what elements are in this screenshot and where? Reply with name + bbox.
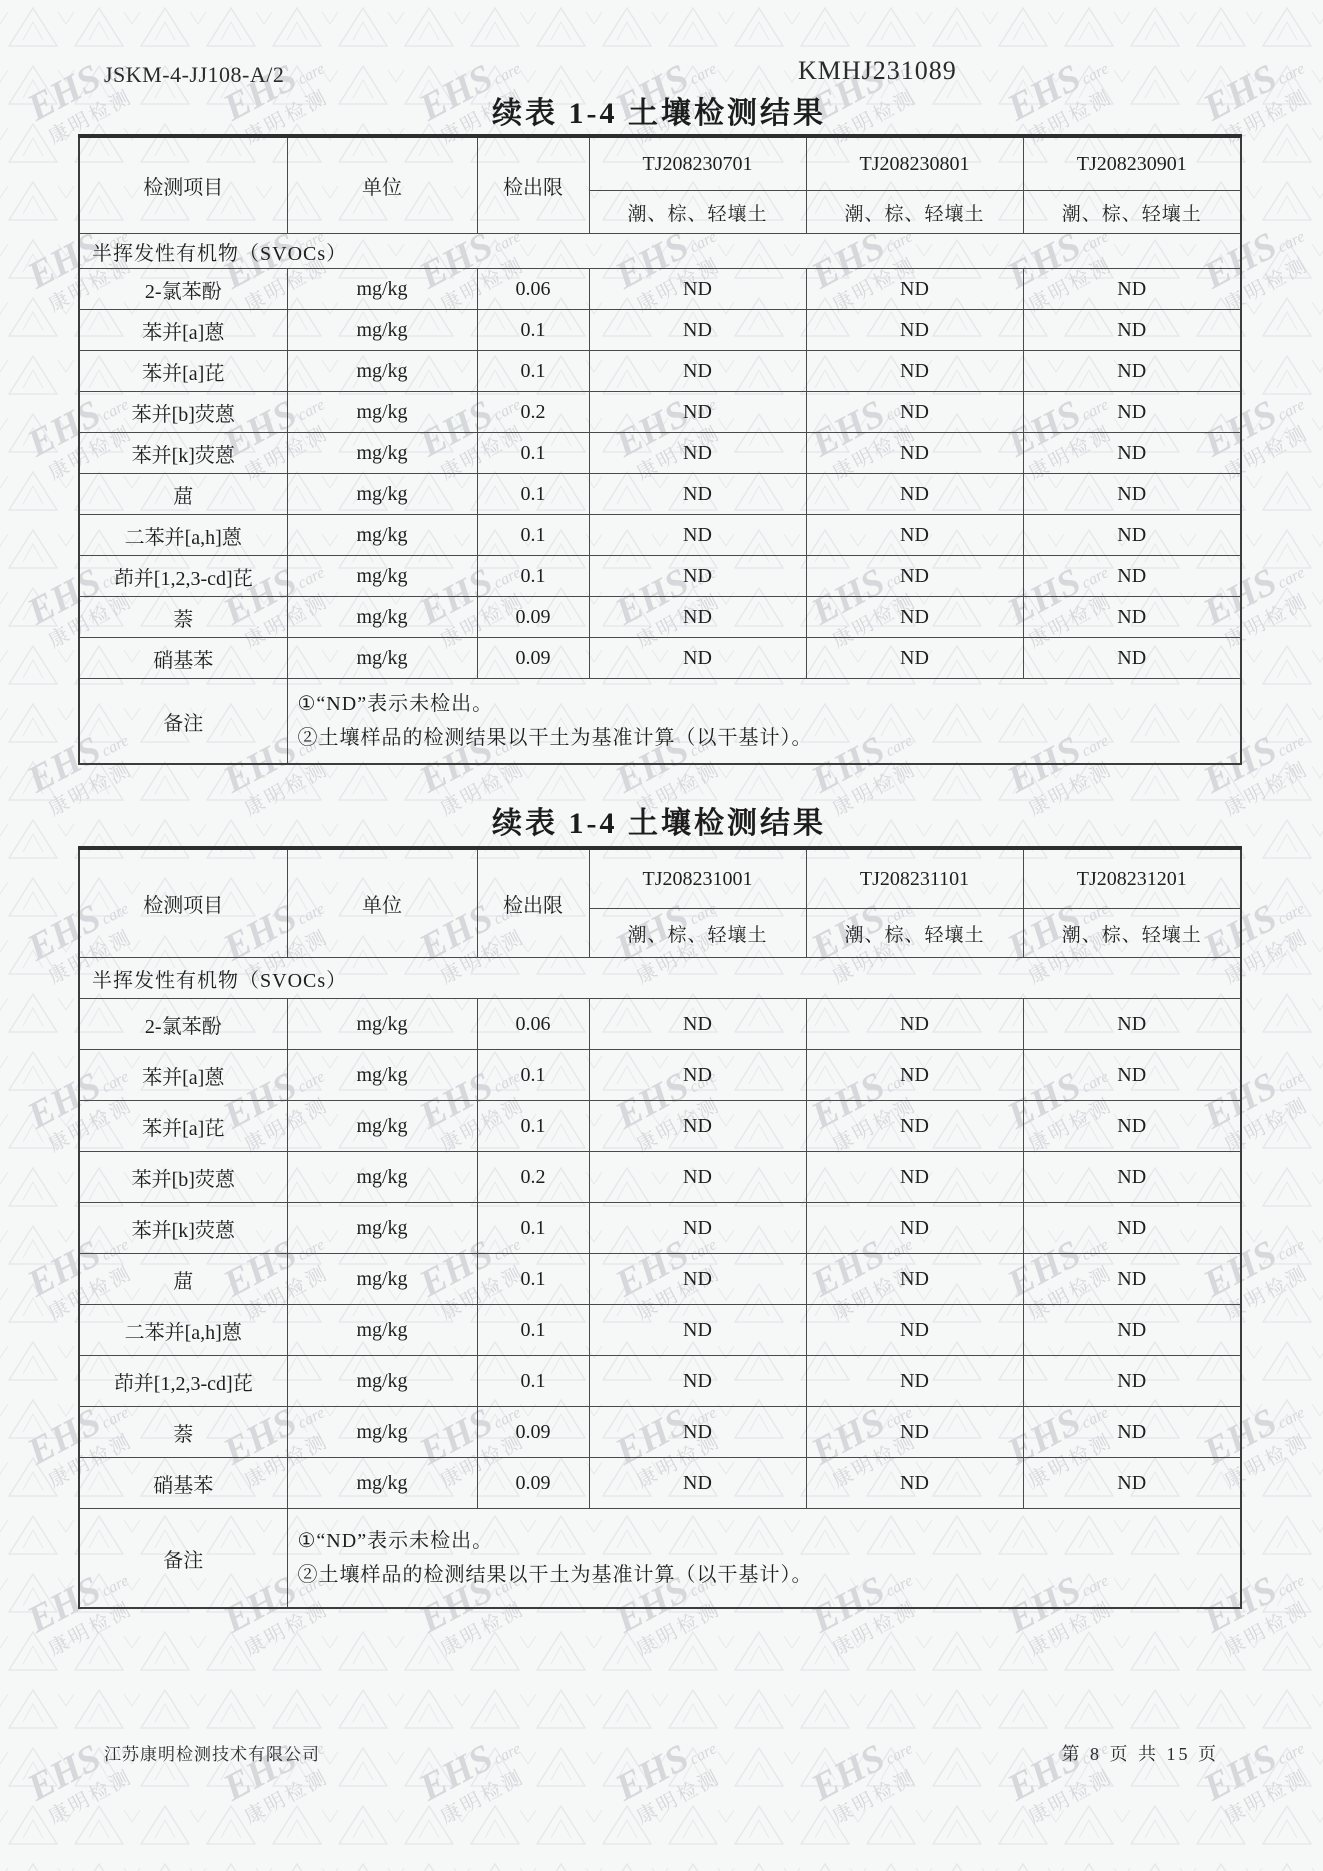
value-cell: ND [589, 1305, 806, 1356]
col-header-limit: 检出限 [477, 848, 589, 958]
value-cell: ND [806, 392, 1023, 433]
value-cell: ND [589, 556, 806, 597]
value-cell: ND [1023, 1203, 1241, 1254]
table-1-title: 续表 1-4 土壤检测结果 [492, 97, 826, 130]
value-cell: ND [806, 638, 1023, 679]
limit-cell: 0.1 [477, 556, 589, 597]
value-cell: ND [1023, 392, 1241, 433]
item-cell: 二苯并[a,h]蒽 [79, 515, 287, 556]
sample-id: TJ208230801 [806, 136, 1023, 191]
item-cell: 苯并[a]芘 [79, 351, 287, 392]
value-cell: ND [589, 310, 806, 351]
table-2-header [79, 848, 1241, 958]
unit-cell: mg/kg [287, 1407, 477, 1458]
remark-row [79, 1509, 1241, 1609]
value-cell: ND [1023, 638, 1241, 679]
value-cell: ND [589, 1458, 806, 1509]
table-row [79, 597, 1241, 638]
table-row [79, 474, 1241, 515]
table-row [79, 1356, 1241, 1407]
value-cell: ND [1023, 351, 1241, 392]
soil-type: 潮、棕、轻壤土 [806, 909, 1023, 958]
unit-cell: mg/kg [287, 515, 477, 556]
sample-id-row [79, 848, 1241, 909]
value-cell: ND [806, 1050, 1023, 1101]
item-cell: 二苯并[a,h]蒽 [79, 1305, 287, 1356]
unit-cell: mg/kg [287, 1203, 477, 1254]
remark-row [79, 679, 1241, 765]
sample-id: TJ208230701 [589, 136, 806, 191]
limit-cell: 0.1 [477, 515, 589, 556]
value-cell: ND [589, 515, 806, 556]
limit-cell: 0.09 [477, 1458, 589, 1509]
value-cell: ND [806, 1152, 1023, 1203]
soil-type: 潮、棕、轻壤土 [1023, 191, 1241, 234]
soil-results-table-1 [78, 134, 1242, 765]
value-cell: ND [806, 1356, 1023, 1407]
item-cell: 硝基苯 [79, 1458, 287, 1509]
section-header-svocs: 半挥发性有机物（SVOCs） [79, 234, 1241, 269]
item-cell: 茚并[1,2,3-cd]芘 [79, 1356, 287, 1407]
item-cell: 茚并[1,2,3-cd]芘 [79, 556, 287, 597]
unit-cell: mg/kg [287, 556, 477, 597]
soil-type: 潮、棕、轻壤土 [589, 909, 806, 958]
value-cell: ND [1023, 1254, 1241, 1305]
table-row [79, 556, 1241, 597]
remark-label: 备注 [79, 679, 287, 765]
table-row [79, 1458, 1241, 1509]
value-cell: ND [1023, 433, 1241, 474]
limit-cell: 0.1 [477, 1254, 589, 1305]
value-cell: ND [806, 1254, 1023, 1305]
footer-company-name: 江苏康明检测技术有限公司 [104, 1745, 320, 1764]
value-cell: ND [1023, 310, 1241, 351]
unit-cell: mg/kg [287, 1254, 477, 1305]
value-cell: ND [1023, 1305, 1241, 1356]
value-cell: ND [806, 310, 1023, 351]
value-cell: ND [1023, 269, 1241, 310]
value-cell: ND [806, 1458, 1023, 1509]
limit-cell: 0.06 [477, 269, 589, 310]
footer-page-number: 第 8 页 共 15 页 [1061, 1744, 1219, 1764]
table-row [79, 1203, 1241, 1254]
value-cell: ND [589, 1050, 806, 1101]
limit-cell: 0.1 [477, 310, 589, 351]
value-cell: ND [589, 1356, 806, 1407]
col-header-unit: 单位 [287, 136, 477, 234]
value-cell: ND [806, 1203, 1023, 1254]
item-cell: 2-氯苯酚 [79, 269, 287, 310]
col-header-limit: 检出限 [477, 136, 589, 234]
unit-cell: mg/kg [287, 269, 477, 310]
section-row [79, 234, 1241, 269]
col-header-item: 检测项目 [79, 848, 287, 958]
table-row [79, 515, 1241, 556]
value-cell: ND [806, 433, 1023, 474]
table-1-header [79, 136, 1241, 234]
soil-type: 潮、棕、轻壤土 [1023, 909, 1241, 958]
limit-cell: 0.09 [477, 597, 589, 638]
remark-line-2: ②土壤样品的检测结果以干土为基准计算（以干基计）。 [297, 727, 813, 749]
item-cell: 苯并[a]芘 [79, 1101, 287, 1152]
value-cell: ND [589, 1152, 806, 1203]
item-cell: 2-氯苯酚 [79, 999, 287, 1050]
table-row [79, 1254, 1241, 1305]
value-cell: ND [589, 392, 806, 433]
soil-type: 潮、棕、轻壤土 [806, 191, 1023, 234]
value-cell: ND [806, 351, 1023, 392]
item-cell: 苯并[a]蒽 [79, 310, 287, 351]
value-cell: ND [589, 638, 806, 679]
value-cell: ND [806, 474, 1023, 515]
remark-label: 备注 [79, 1509, 287, 1609]
value-cell: ND [1023, 515, 1241, 556]
value-cell: ND [1023, 474, 1241, 515]
value-cell: ND [1023, 1458, 1241, 1509]
value-cell: ND [589, 474, 806, 515]
unit-cell: mg/kg [287, 433, 477, 474]
limit-cell: 0.2 [477, 1152, 589, 1203]
item-cell: 苯并[k]荧蒽 [79, 433, 287, 474]
table-row [79, 392, 1241, 433]
report-number: KMHJ231089 [798, 56, 957, 85]
remark-line-1: ①“ND”表示未检出。 [297, 693, 494, 715]
table-row [79, 351, 1241, 392]
remark-content [287, 1509, 1241, 1609]
value-cell: ND [806, 515, 1023, 556]
value-cell: ND [806, 1305, 1023, 1356]
section-row [79, 958, 1241, 999]
value-cell: ND [1023, 1356, 1241, 1407]
value-cell: ND [589, 1254, 806, 1305]
limit-cell: 0.1 [477, 1101, 589, 1152]
value-cell: ND [1023, 1407, 1241, 1458]
document-code: JSKM-4-JJ108-A/2 [104, 62, 285, 87]
table-row [79, 1407, 1241, 1458]
unit-cell: mg/kg [287, 392, 477, 433]
table-row [79, 1050, 1241, 1101]
unit-cell: mg/kg [287, 1305, 477, 1356]
remark-content [287, 679, 1241, 765]
unit-cell: mg/kg [287, 310, 477, 351]
value-cell: ND [589, 999, 806, 1050]
value-cell: ND [589, 597, 806, 638]
item-cell: 萘 [79, 1407, 287, 1458]
unit-cell: mg/kg [287, 1356, 477, 1407]
remark-line-1: ①“ND”表示未检出。 [297, 1530, 494, 1552]
sample-id: TJ208231201 [1023, 848, 1241, 909]
value-cell: ND [1023, 1050, 1241, 1101]
item-cell: 䓛 [79, 474, 287, 515]
unit-cell: mg/kg [287, 1101, 477, 1152]
value-cell: ND [589, 1101, 806, 1152]
item-cell: 苯并[b]荧蒽 [79, 392, 287, 433]
value-cell: ND [1023, 1101, 1241, 1152]
sample-id: TJ208230901 [1023, 136, 1241, 191]
value-cell: ND [1023, 597, 1241, 638]
table-row [79, 433, 1241, 474]
value-cell: ND [589, 351, 806, 392]
section-header-svocs: 半挥发性有机物（SVOCs） [79, 958, 1241, 999]
unit-cell: mg/kg [287, 474, 477, 515]
table-row [79, 1305, 1241, 1356]
item-cell: 䓛 [79, 1254, 287, 1305]
col-header-item: 检测项目 [79, 136, 287, 234]
unit-cell: mg/kg [287, 1050, 477, 1101]
table-2-title: 续表 1-4 土壤检测结果 [492, 807, 826, 840]
limit-cell: 0.09 [477, 638, 589, 679]
limit-cell: 0.1 [477, 1305, 589, 1356]
value-cell: ND [589, 269, 806, 310]
table-row [79, 1101, 1241, 1152]
limit-cell: 0.1 [477, 1356, 589, 1407]
unit-cell: mg/kg [287, 638, 477, 679]
unit-cell: mg/kg [287, 1458, 477, 1509]
value-cell: ND [806, 269, 1023, 310]
item-cell: 苯并[k]荧蒽 [79, 1203, 287, 1254]
value-cell: ND [1023, 999, 1241, 1050]
table-row [79, 310, 1241, 351]
item-cell: 苯并[b]荧蒽 [79, 1152, 287, 1203]
item-cell: 硝基苯 [79, 638, 287, 679]
sample-id: TJ208231101 [806, 848, 1023, 909]
table-row [79, 269, 1241, 310]
unit-cell: mg/kg [287, 1152, 477, 1203]
sample-id: TJ208231001 [589, 848, 806, 909]
value-cell: ND [589, 433, 806, 474]
table-row [79, 999, 1241, 1050]
soil-type: 潮、棕、轻壤土 [589, 191, 806, 234]
value-cell: ND [806, 1407, 1023, 1458]
remark-line-2: ②土壤样品的检测结果以干土为基准计算（以干基计）。 [297, 1564, 813, 1586]
value-cell: ND [806, 1101, 1023, 1152]
value-cell: ND [1023, 556, 1241, 597]
table-row [79, 1152, 1241, 1203]
limit-cell: 0.1 [477, 1050, 589, 1101]
value-cell: ND [1023, 1152, 1241, 1203]
value-cell: ND [589, 1407, 806, 1458]
value-cell: ND [806, 999, 1023, 1050]
value-cell: ND [806, 556, 1023, 597]
unit-cell: mg/kg [287, 351, 477, 392]
table-row [79, 638, 1241, 679]
limit-cell: 0.1 [477, 1203, 589, 1254]
item-cell: 萘 [79, 597, 287, 638]
soil-results-table-2 [78, 846, 1242, 1609]
unit-cell: mg/kg [287, 597, 477, 638]
limit-cell: 0.09 [477, 1407, 589, 1458]
limit-cell: 0.2 [477, 392, 589, 433]
limit-cell: 0.1 [477, 433, 589, 474]
item-cell: 苯并[a]蒽 [79, 1050, 287, 1101]
limit-cell: 0.1 [477, 474, 589, 515]
value-cell: ND [589, 1203, 806, 1254]
unit-cell: mg/kg [287, 999, 477, 1050]
sample-id-row [79, 136, 1241, 191]
limit-cell: 0.06 [477, 999, 589, 1050]
value-cell: ND [806, 597, 1023, 638]
col-header-unit: 单位 [287, 848, 477, 958]
limit-cell: 0.1 [477, 351, 589, 392]
